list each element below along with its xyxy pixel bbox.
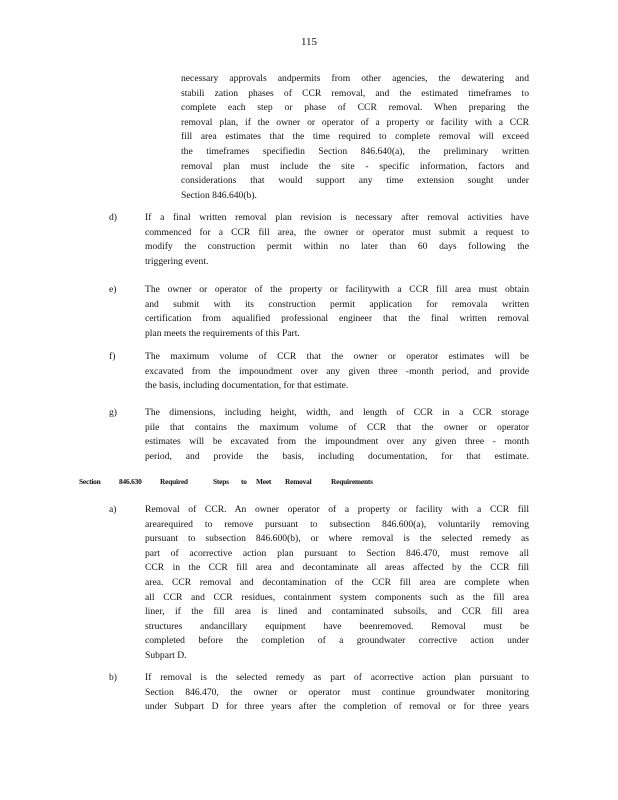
section-word: Section bbox=[79, 477, 101, 486]
item-label-b: b) bbox=[109, 672, 117, 683]
item-f-paragraph bbox=[145, 350, 529, 394]
item-label-a: a) bbox=[109, 504, 117, 515]
text-line: the timeframes specifiedin Section 846.640(a), the preliminary written bbox=[181, 145, 529, 157]
text-line: pile that contains the maximum volume of CCR that the owner or operator bbox=[145, 421, 529, 433]
text-line: stabili zation phases of CCR removal, and the estimated timeframes to bbox=[181, 87, 529, 99]
text-line: structures andancillary equipment have beenremoved. Removal must be bbox=[145, 620, 529, 632]
text-line: triggering event. bbox=[145, 255, 209, 267]
text-line: part of acorrective action plan pursuant to Section 846.470, must remove all bbox=[145, 547, 529, 559]
item-d-paragraph bbox=[145, 211, 529, 269]
text-line: and submit with its construction permit application for removala written bbox=[145, 298, 529, 310]
text-line: area. CCR removal and decontamination of the CCR fill area are complete when bbox=[145, 576, 529, 588]
text-line: the basis, including documentation, for that estimate. bbox=[145, 380, 349, 392]
text-line: certification from aqualified professional engineer that the final written removal bbox=[145, 313, 529, 325]
section-title-word: Removal bbox=[285, 477, 312, 486]
item-label-g: g) bbox=[109, 407, 117, 418]
text-line: removal plan must include the site - specific information, factors and bbox=[181, 160, 529, 172]
text-line: removal plan, if the owner or operator of a property or facility with a CCR bbox=[181, 116, 529, 128]
text-line: commenced for a CCR fill area, the owner or operator must submit a request to bbox=[145, 226, 529, 238]
item-a-paragraph bbox=[145, 503, 529, 664]
text-line: modify the construction permit within no later than 60 days following the bbox=[145, 241, 529, 253]
text-line: The dimensions, including height, width, and length of CCR in a CCR storage bbox=[145, 407, 529, 418]
section-heading bbox=[79, 477, 379, 486]
text-line: CCR in the CCR fill area and decontaminate all areas affected by the CCR fill bbox=[145, 562, 529, 574]
text-line: Section 846.470, the owner or operator must continue groundwater monitoring bbox=[145, 686, 529, 698]
text-line: plan meets the requirements of this Part. bbox=[145, 327, 300, 339]
item-b-paragraph bbox=[145, 671, 529, 715]
text-line: under Subpart D for three years after the completion of removal or for three years bbox=[145, 701, 529, 713]
text-line: fill area estimates that the time required to complete removal will exceed bbox=[181, 131, 529, 143]
section-title-word: to bbox=[241, 477, 247, 486]
section-title-word: Required bbox=[160, 477, 188, 486]
item-label-f: f) bbox=[109, 351, 116, 362]
section-title-word: Requirements bbox=[331, 477, 373, 486]
text-line: complete each step or phase of CCR removal. When preparing the bbox=[181, 102, 529, 114]
item-label-e: e) bbox=[109, 284, 117, 295]
page-number: 115 bbox=[300, 36, 318, 48]
text-line: completed before the completion of a groundwater corrective action under bbox=[145, 635, 529, 647]
text-line: considerations that would support any time extension sought under bbox=[181, 175, 529, 187]
text-line: The maximum volume of CCR that the owner or operator estimates will be bbox=[145, 351, 529, 362]
section-title-word: Meet bbox=[256, 477, 272, 486]
text-line: liner, if the fill area is lined and contaminated subsoils, and CCR fill area bbox=[145, 606, 529, 618]
text-line: If removal is the selected remedy as part of acorrective action plan pursuant to bbox=[145, 672, 529, 683]
text-line: period, and provide the basis, including documentation, for that estimate. bbox=[145, 450, 529, 462]
text-line: Subpart D. bbox=[145, 649, 187, 661]
item-label-d: d) bbox=[109, 212, 117, 223]
section-number: 846.630 bbox=[119, 477, 142, 486]
text-line: Section 846.640(b). bbox=[181, 189, 257, 201]
item-e-paragraph bbox=[145, 283, 529, 341]
text-line: arearequired to remove pursuant to subsection 846.600(a), voluntarily removing bbox=[145, 518, 529, 530]
item-g-paragraph bbox=[145, 406, 529, 464]
text-line: estimates will be excavated from the impoundment over any given three - month bbox=[145, 436, 529, 448]
text-line: necessary approvals andpermits from other agencies, the dewatering and bbox=[181, 73, 529, 84]
section-title-word: Steps bbox=[213, 477, 229, 486]
text-line: Removal of CCR. An owner operator of a property or facility with a CCR fill bbox=[145, 504, 529, 515]
continuation-paragraph bbox=[181, 72, 529, 203]
text-line: all CCR and CCR residues, containment system components such as the fill area bbox=[145, 591, 529, 603]
text-line: pursuant to subsection 846.600(b), or where removal is the selected remedy as bbox=[145, 533, 529, 545]
text-line: If a final written removal plan revision is necessary after removal activities have bbox=[145, 212, 529, 223]
text-line: excavated from the impoundment over any given three -month period, and provide bbox=[145, 365, 529, 377]
text-line: The owner or operator of the property or facilitywith a CCR fill area must obtain bbox=[145, 284, 529, 295]
